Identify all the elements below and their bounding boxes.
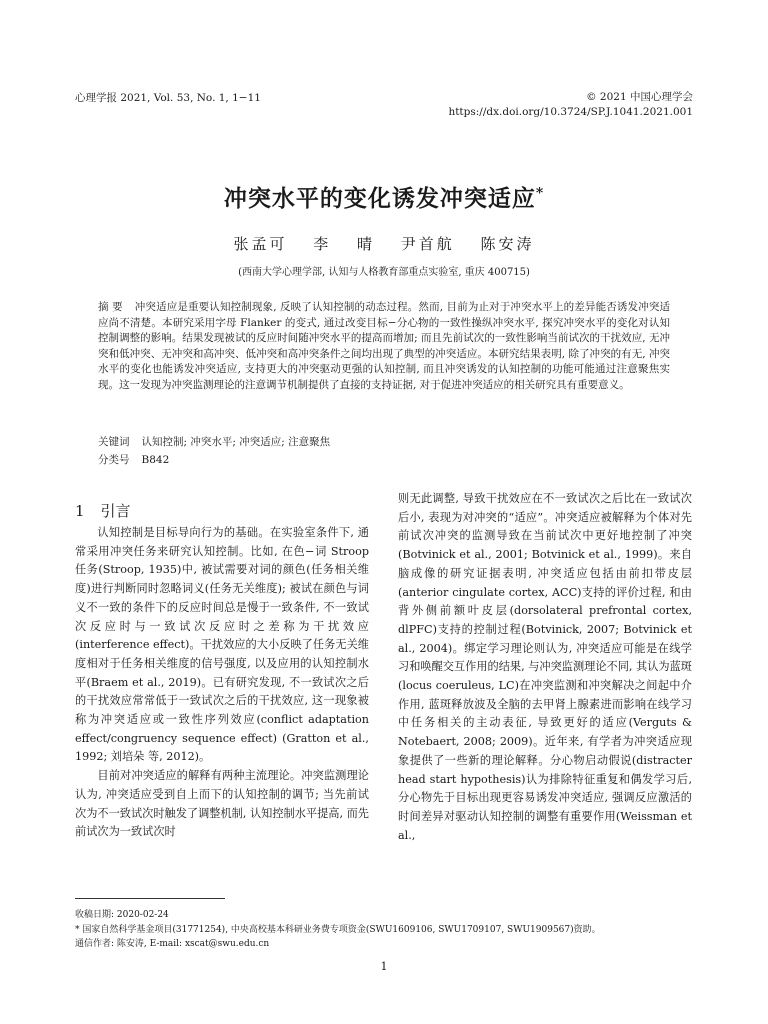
body-paragraph: 认知控制是目标导向行为的基础。在实验室条件下, 通常采用冲突任务来研究认知控制。比如, 在色−词 Stroop 任务(Stroop, 1935)中, 被试需要对词的颜色(任务相关维度)进行判断同时忽略词义(任务无关维度); 被试在颜色与词义不一致的条件下的反应时间总是慢于一致条件, 不一致试次反应时与一致试次反应时之差称为干扰效应(interference effect)。干扰效应的大小反映了任务无关维度相对于任务相关维度的信号强度, 以及应用的认知控制水平(Braem et al., 2019)。已有研究发现, 不一致试次之后的干扰效应常常低于一致试次之后的干扰效应, 这一现象被称为冲突适应或一致性序列效应(conflict adaptation effect/congruency sequence effect) (Gratton et al., 1992; 刘培朵 等, 2012)。 [75, 526, 369, 764]
title-text: 冲突水平的变化诱发冲突适应 [223, 185, 536, 212]
affiliation: (西南大学心理学部, 认知与人格教育部重点实验室, 重庆 400715) [238, 267, 530, 278]
footnote-received: 收稿日期: 2020-02-24 [75, 910, 169, 920]
body-paragraph: 则无此调整, 导致干扰效应在不一致试次之后比在一致试次后小, 表现为对冲突的“适应”。冲突适应被解释为个体对先前试次冲突的监测导致在当前试次中更好地控制了冲突(Botvinick et al., 2001; Botvinick et al., 1999)。来自脑成像的研究证据表明, 冲突适应包括由前扣带皮层(anterior cingulate cortex, ACC)支持的评价过程, 和由背外侧前额叶皮层(dorsolateral prefrontal cortex, dlPFC)支持的控制过程(Botvinick, 2007; Botvinick et al., 2004)。绑定学习理论则认为, 冲突适应可能是在线学习和唤醒交互作用的结果, 与冲突监测理论不同, 其认为蓝斑(locus coeruleus, LC)在冲突监测和冲突解决之间起中介作用, 蓝斑释放波及全脑的去甲肾上腺素进而影响在线学习中任务相关的主动表征, 导致更好的适应(Verguts & Notebaert, 2008; 2009)。近年来, 有学者为冲突适应现象提供了一些新的理论解释。分心物启动假说(distracter head start hypothesis)认为排除特征重复和偶发学习后, 分心物先于目标出现更容易诱发冲突适应, 强调反应激活的时间差异对驱动认知控制的调整有重要作用(Weissman et al., [398, 492, 692, 842]
abstract [98, 300, 670, 394]
copyright: © 2021 中国心理学会 [586, 91, 693, 103]
journal-citation: 心理学报 2021, Vol. 53, No. 1, 1−11 [75, 92, 261, 104]
section-heading [75, 500, 131, 521]
keywords-label: 关键词 [98, 436, 130, 448]
classification-text: B842 [141, 454, 170, 466]
keywords-text: 认知控制; 冲突水平; 冲突适应; 注意聚焦 [141, 436, 331, 448]
page-number: 1 [380, 960, 388, 973]
body-column-left [75, 524, 369, 842]
paper-title [0, 180, 768, 213]
classification-label: 分类号 [98, 454, 130, 466]
body-paragraph: 目前对冲突适应的解释有两种主流理论。冲突监测理论认为, 冲突适应受到自上而下的认知控制的调节; 当先前试次为不一致试次时触发了调整机制, 认知控制水平提高, 而先前试次为一致试次时 [75, 769, 369, 839]
section-title: 引言 [100, 502, 131, 520]
section-number: 1 [75, 502, 85, 520]
doi-link[interactable]: https://dx.doi.org/10.3724/SP.J.1041.2021.001 [448, 106, 693, 118]
classification [98, 452, 169, 467]
abstract-text: 冲突适应是重要认知控制现象, 反映了认知控制的动态过程。然而, 目前为止对于冲突水平上的差异能否诱发冲突适应尚不清楚。本研究采用字母 Flanker 的变式, 通过改变目标−分心物的一致性操纵冲突水平, 探究冲突水平的变化对认知控制调整的影响。结果发现被试的反应时间随冲突水平的提高而增加; 而且先前试次的一致性影响当前试次的干扰效应, 无冲突和低冲突、无冲突和高冲突、低冲突和高冲突条件之间均出现了典型的冲突适应。本研究结果表明, 除了冲突的有无, 冲突水平的变化也能诱发冲突适应, 支持更大的冲突驱动更强的认知控制, 而且冲突诱发的认知控制的功能可能通过注意聚焦实现。这一发现为冲突监测理论的注意调节机制提供了直接的支持证据, 对于促进冲突适应的相关研究具有重要意义。 [98, 301, 670, 391]
footnote-correspondence: 通信作者: 陈安涛, E-mail: xscat@swu.edu.cn [75, 939, 270, 949]
header-right [448, 90, 693, 120]
title-footnote-mark: * [535, 185, 545, 202]
abstract-label: 摘 要 [98, 301, 123, 313]
authors: 张孟可 李 晴 尹首航 陈安涛 [233, 235, 535, 253]
footnotes [75, 908, 695, 952]
keywords [98, 434, 330, 449]
footnote-divider [75, 898, 225, 899]
body-column-right [398, 490, 692, 845]
footnote-funding: * 国家自然科学基金项目(31771254), 中央高校基本科研业务费专项资金(SWU1609106, SWU1709107, SWU1909567)资助。 [75, 924, 601, 935]
